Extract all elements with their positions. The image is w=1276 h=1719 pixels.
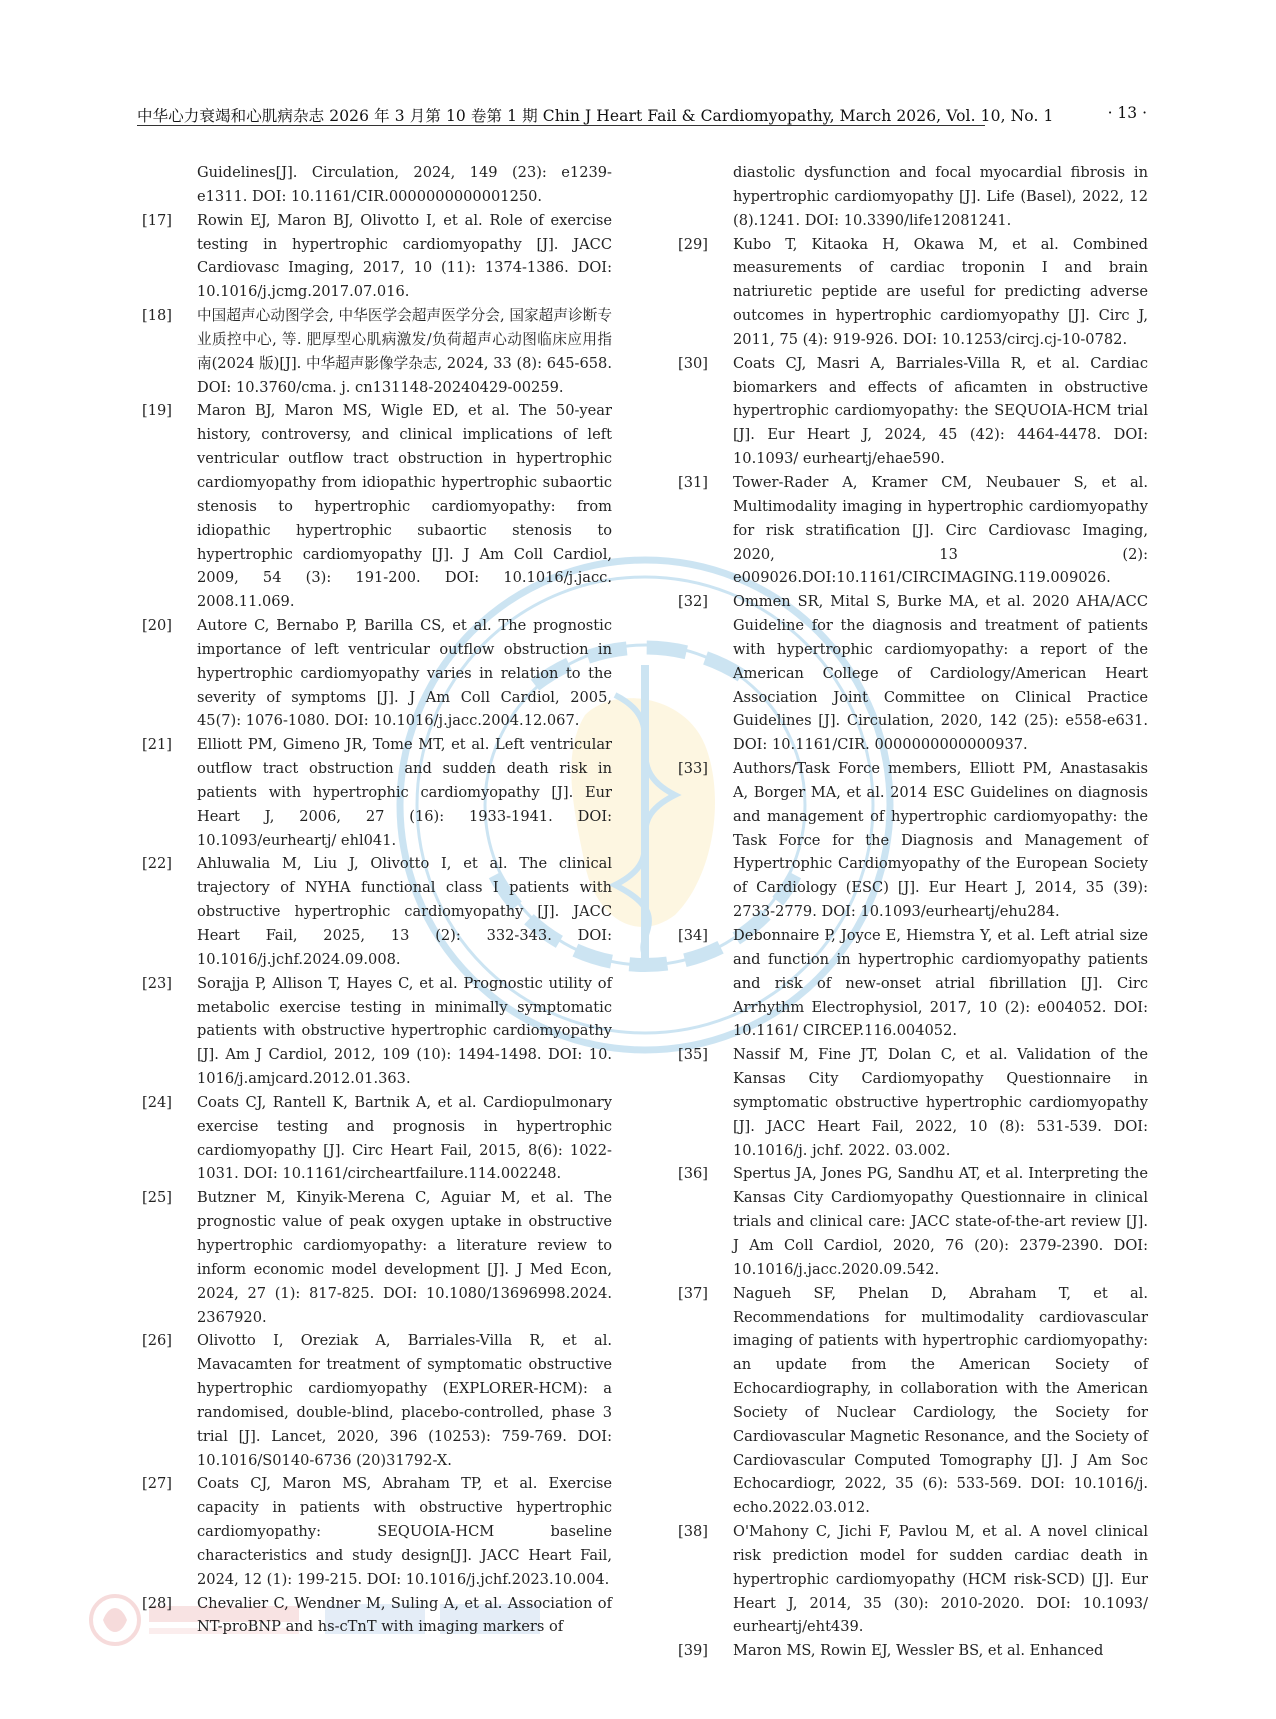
reference-text: Elliott PM, Gimeno JR, Tome MT, et al. Left ventricular outflow tract obstruction and sudden death risk in patients with hypertrophic cardiomyopathy [J]. Eur Heart J, 2006, 27 (16): 1933-1941. DOI: 10.1093/eurheartj/ ehl041. xyxy=(197,736,612,849)
reference-item xyxy=(678,1043,1148,1162)
reference-number: [28] xyxy=(142,1594,172,1612)
reference-number: [17] xyxy=(142,211,172,229)
reference-number: [21] xyxy=(142,736,172,754)
reference-item xyxy=(142,972,612,1091)
reference-text: Coats CJ, Maron MS, Abraham TP, et al. Exercise capacity in patients with obstructive hypertrophic cardiomyopathy: SEQUOIA-HCM baseline characteristics and study design[J]. JACC Heart Fail, 2024, 12 (1): 199-215. DOI: 10.1016/j.jchf.2023.10.004. xyxy=(197,1475,612,1588)
reference-number: [32] xyxy=(678,593,708,611)
journal-citation: 中华心力衰竭和心肌病杂志 2026 年 3 月第 10 卷第 1 期 Chin J Heart Fail & Cardiomyopathy, March 2026, Vol. 10, No. 1 xyxy=(137,107,1054,125)
reference-text: Debonnaire P, Joyce E, Hiemstra Y, et al. Left atrial size and function in hypertrophic cardiomyopathy patients and risk of new-onset atrial fibrillation [J]. Circ Arrhythm Electrophysiol, 2017, 10 (2): e004052. DOI: 10.1161/ CIRCEP.116.004052. xyxy=(733,927,1148,1040)
reference-item xyxy=(142,1186,612,1329)
reference-text: O'Mahony C, Jichi F, Pavlou M, et al. A novel clinical risk prediction model for sudden cardiac death in hypertrophic cardiomyopathy (HCM risk-SCD) [J]. Eur Heart J, 2014, 35 (30): 2010-2020. DOI: 10.1093/ eurheartj/eht439. xyxy=(733,1523,1148,1636)
reference-number: [33] xyxy=(678,760,708,778)
reference-item xyxy=(678,1282,1148,1520)
reference-number: [38] xyxy=(678,1523,708,1541)
reference-number: [31] xyxy=(678,473,708,491)
reference-number: [34] xyxy=(678,927,708,944)
reference-text: Nassif M, Fine JT, Dolan C, et al. Validation of the Kansas City Cardiomyopathy Questionnaire in symptomatic obstructive hypertrophic cardiomyopathy [J]. JACC Heart Fail, 2022, 10 (8): 531-539. DOI: 10.1016/j. jchf. 2022. 03.002. xyxy=(733,1046,1148,1159)
reference-number: [19] xyxy=(142,402,172,420)
reference-item xyxy=(678,1639,1148,1663)
reference-number: [26] xyxy=(142,1332,172,1350)
reference-text: Spertus JA, Jones PG, Sandhu AT, et al. Interpreting the Kansas City Cardiomyopathy Questionnaire in clinical trials and clinical care: JACC state-of-the-art review [J]. J Am Coll Cardiol, 2020, 76 (20): 2379-2390. DOI: 10.1016/j.jacc.2020.09.542. xyxy=(733,1165,1148,1278)
reference-item xyxy=(142,161,612,209)
reference-item xyxy=(678,1520,1148,1639)
reference-number: [20] xyxy=(142,617,172,635)
reference-item xyxy=(142,304,612,399)
reference-number: [23] xyxy=(142,974,172,992)
reference-item xyxy=(678,590,1148,757)
reference-number: [18] xyxy=(142,307,172,325)
reference-text: Coats CJ, Masri A, Barriales-Villa R, et al. Cardiac biomarkers and effects of aficamten in obstructive hypertrophic cardiomyopathy: the SEQUOIA-HCM trial [J]. Eur Heart J, 2024, 45 (42): 4464-4478. DOI: 10.1093/ eurheartj/ehae590. xyxy=(733,354,1148,468)
reference-number: [22] xyxy=(142,855,172,873)
reference-item xyxy=(678,757,1148,924)
page-number: · 13 · xyxy=(1107,104,1147,122)
reference-number: [25] xyxy=(142,1189,172,1207)
reference-text: Olivotto I, Oreziak A, Barriales-Villa R, et al. Mavacamten for treatment of symptomatic obstructive hypertrophic cardiomyopathy (EXPLORER-HCM): a randomised, double-blind, placebo-controlled, phase 3 trial [J]. Lancet, 2020, 396 (10253): 759-769. DOI: 10.1016/S0140-6736 (20)31792-X. xyxy=(197,1332,612,1469)
reference-list-left xyxy=(142,161,612,1639)
reference-text: diastolic dysfunction and focal myocardial fibrosis in hypertrophic cardiomyopathy [J]. Life (Basel), 2022, 12 (8).1241. DOI: 10.3390/life12081241. xyxy=(733,164,1148,229)
reference-text: Guidelines[J]. Circulation, 2024, 149 (23): e1239-e1311. DOI: 10.1161/CIR.0000000000001250. xyxy=(197,164,612,205)
reference-text: Chevalier C, Wendner M, Suling A, et al. Association of NT-proBNP and hs-cTnT with imaging markers of xyxy=(197,1594,612,1636)
reference-number: [37] xyxy=(678,1284,708,1302)
reference-text: Authors/Task Force members, Elliott PM, Anastasakis A, Borger MA, et al. 2014 ESC Guidelines on diagnosis and management of hypertrophic cardiomyopathy: the Task Force for the Diagnosis and Management of Hypertrophic Cardiomyopathy of the European Society of Cardiology (ESC) [J]. Eur Heart J, 2014, 35 (39): 2733-2779. DOI: 10.1093/eurheartj/ehu284. xyxy=(733,760,1148,921)
reference-item xyxy=(678,924,1148,1043)
reference-item xyxy=(678,161,1148,233)
reference-text: Autore C, Bernabo P, Barilla CS, et al. The prognostic importance of left ventricular outflow obstruction in hypertrophic cardiomyopathy varies in relation to the severity of symptoms [J]. J Am Coll Cardiol, 2005, 45(7): 1076-1080. DOI: 10.1016/j.jacc.2004.12.067. xyxy=(197,617,612,730)
reference-text: Coats CJ, Rantell K, Bartnik A, et al. Cardiopulmonary exercise testing and prognosis in hypertrophic cardiomyopathy [J]. Circ Heart Fail, 2015, 8(6): 1022-1031. DOI: 10.1161/circheartfailure.114.002248. xyxy=(197,1093,612,1183)
reference-item xyxy=(142,733,612,852)
reference-item xyxy=(142,1329,612,1472)
reference-text: Ahluwalia M, Liu J, Olivotto I, et al. The clinical trajectory of NYHA functional class I patients with obstructive hypertrophic cardiomyopathy [J]. JACC Heart Fail, 2025, 13 (2): 332-343. DOI: 10.1016/j.jchf.2024.09.008. xyxy=(197,855,612,968)
reference-number: [27] xyxy=(142,1475,172,1493)
reference-item xyxy=(142,1091,612,1186)
reference-number: [39] xyxy=(678,1642,708,1660)
running-header xyxy=(137,104,1147,126)
reference-number: [30] xyxy=(678,354,708,372)
reference-text: 中国超声心动图学会, 中华医学会超声医学分会, 国家超声诊断专业质控中心, 等. 肥厚型心肌病激发/负荷超声心动图临床应用指南(2024 版)[J]. 中华超声影像学杂志, 2024, 33 (8): 645-658. DOI: 10.3760/cma. j. cn131148-20240429-00259. xyxy=(197,307,612,396)
header-rule xyxy=(137,125,985,126)
reference-text: Sorajja P, Allison T, Hayes C, et al. Prognostic utility of metabolic exercise testing in minimally symptomatic patients with obstructive hypertrophic cardiomyopathy [J]. Am J Cardiol, 2012, 109 (10): 1494-1498. DOI: 10. 1016/j.amjcard.2012.01.363. xyxy=(197,974,612,1088)
reference-item xyxy=(142,852,612,971)
reference-item xyxy=(142,1592,612,1640)
reference-item xyxy=(142,614,612,733)
reference-text: Rowin EJ, Maron BJ, Olivotto I, et al. Role of exercise testing in hypertrophic cardiomyopathy [J]. JACC Cardiovasc Imaging, 2017, 10 (11): 1374-1386. DOI: 10.1016/j.jcmg.2017.07.016. xyxy=(197,211,612,301)
reference-text: Ommen SR, Mital S, Burke MA, et al. 2020 AHA/ACC Guideline for the diagnosis and treatment of patients with hypertrophic cardiomyopathy: a report of the American College of Cardiology/American Heart Association Joint Committee on Clinical Practice Guidelines [J]. Circulation, 2020, 142 (25): e558-e631. DOI: 10.1161/CIR. 0000000000000937. xyxy=(733,593,1148,754)
reference-item xyxy=(678,233,1148,352)
reference-number: [29] xyxy=(678,235,708,253)
reference-item xyxy=(678,352,1148,471)
reference-number: [35] xyxy=(678,1046,708,1064)
reference-list-right xyxy=(678,161,1148,1663)
reference-number: [36] xyxy=(678,1165,708,1183)
reference-item xyxy=(678,471,1148,590)
reference-item xyxy=(142,1472,612,1591)
reference-text: Kubo T, Kitaoka H, Okawa M, et al. Combined measurements of cardiac troponin I and brain natriuretic peptide are useful for predicting adverse outcomes in hypertrophic cardiomyopathy [J]. Circ J, 2011, 75 (4): 919-926. DOI: 10.1253/circj.cj-10-0782. xyxy=(733,235,1148,348)
reference-text: Tower-Rader A, Kramer CM, Neubauer S, et al. Multimodality imaging in hypertrophic cardiomyopathy for risk stratification [J]. Circ Cardiovasc Imaging, 2020, 13 (2): e009026.DOI:10.1161/CIRCIMAGING.119.009026. xyxy=(733,473,1148,587)
reference-text: Nagueh SF, Phelan D, Abraham T, et al. Recommendations for multimodality cardiovascular imaging of patients with hypertrophic cardiomyopathy: an update from the American Society of Echocardiography, in collaboration with the American Society of Nuclear Cardiology, the Society for Cardiovascular Magnetic Resonance, and the Society of Cardiovascular Computed Tomography [J]. J Am Soc Echocardiogr, 2022, 35 (6): 533-569. DOI: 10.1016/j. echo.2022.03.012. xyxy=(733,1284,1148,1517)
reference-item xyxy=(142,399,612,614)
reference-text: Butzner M, Kinyik-Merena C, Aguiar M, et al. The prognostic value of peak oxygen uptake in obstructive hypertrophic cardiomyopathy: a literature review to inform economic model development [J]. J Med Econ, 2024, 27 (1): 817-825. DOI: 10.1080/13696998.2024. 2367920. xyxy=(197,1189,612,1326)
reference-text: Maron MS, Rowin EJ, Wessler BS, et al. Enhanced xyxy=(733,1642,1104,1660)
reference-item xyxy=(142,209,612,304)
reference-number: [24] xyxy=(142,1093,172,1111)
reference-text: Maron BJ, Maron MS, Wigle ED, et al. The 50-year history, controversy, and clinical implications of left ventricular outflow tract obstruction in hypertrophic cardiomyopathy from idiopathic hypertrophic subaortic stenosis to hypertrophic cardiomyopathy: from idiopathic hypertrophic subaortic stenosis to hypertrophic cardiomyopathy [J]. J Am Coll Cardiol, 2009, 54 (3): 191-200. DOI: 10.1016/j.jacc. 2008.11.069. xyxy=(197,402,612,611)
reference-item xyxy=(678,1162,1148,1281)
